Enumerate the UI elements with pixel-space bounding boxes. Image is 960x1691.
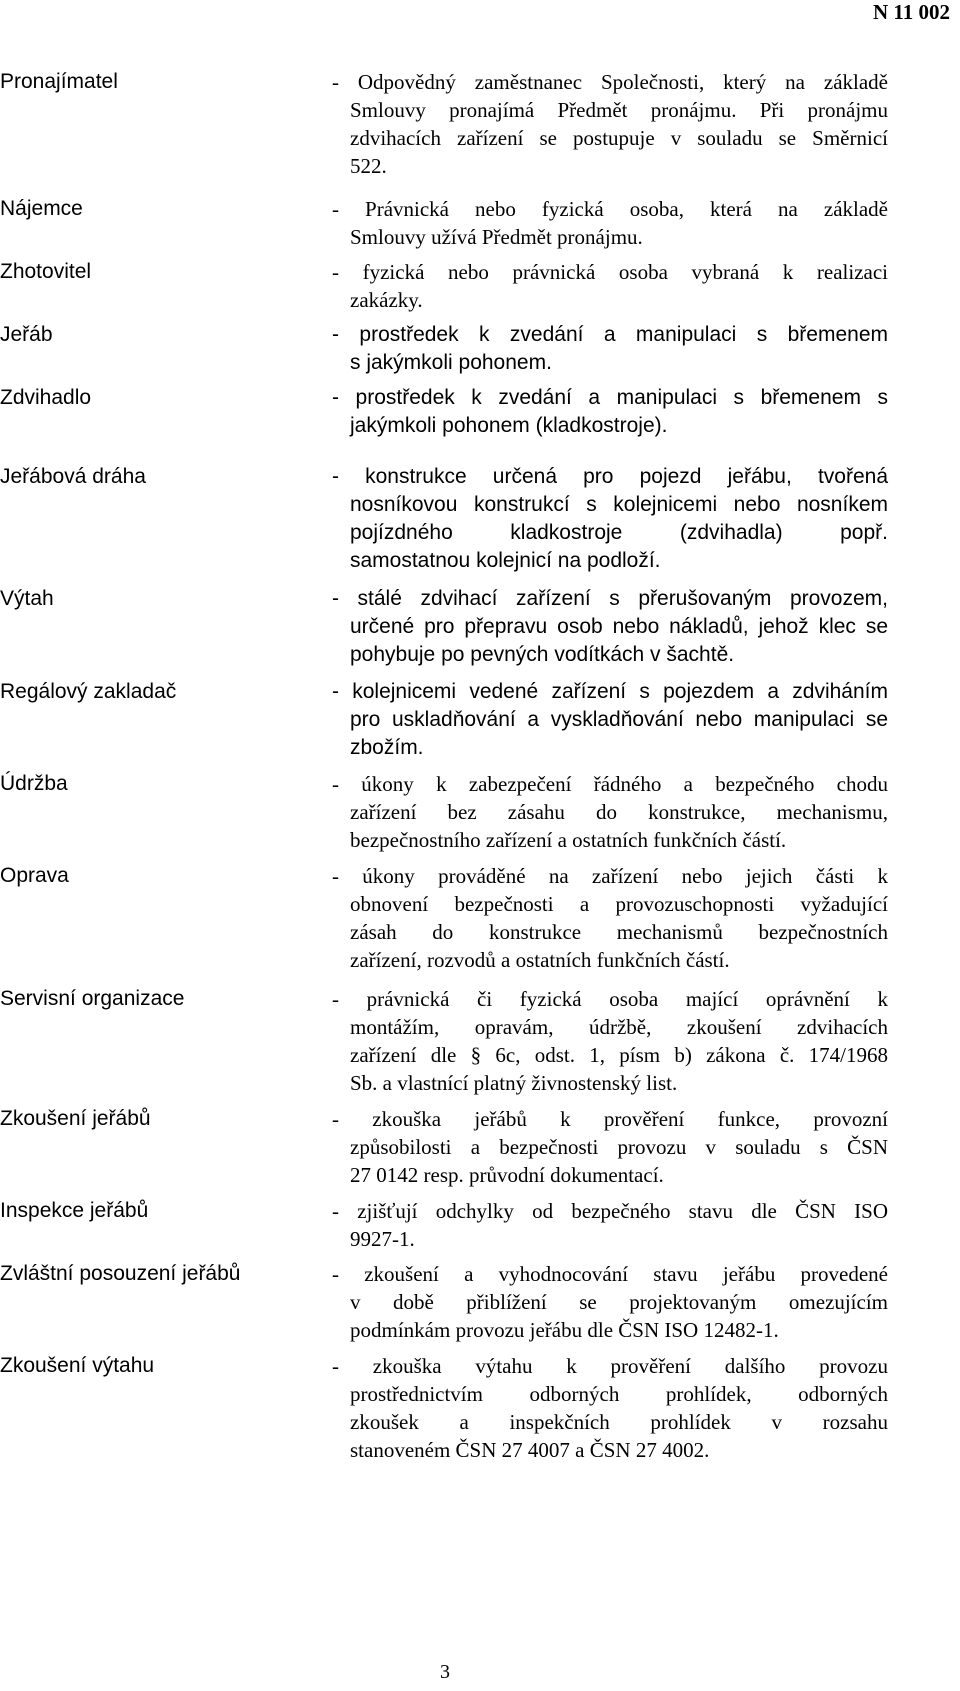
definition-text-line: Sb. a vlastnící platný živnostenský list. [350,1071,678,1095]
definition-text-line: - zkouška výtahu k prověření dalšího provozu [332,1354,888,1378]
definition-text [332,862,888,974]
definition-term: Jeřábová dráha [0,465,146,488]
definition-text [332,1260,888,1344]
definition-term: Servisní organizace [0,987,185,1010]
definition-text-line: zkoušek a inspekčních prohlídek v rozsahu [350,1410,888,1434]
definition-text-line: 9927-1. [350,1227,415,1251]
definition-text [332,1352,888,1464]
definition-text [332,678,888,762]
definition-text-line: - fyzická nebo právnická osoba vybraná k realizaci [332,260,888,284]
definition-text-line: - úkony k zabezpečení řádného a bezpečného chodu [332,772,888,796]
definition-text-line: stanoveném ČSN 27 4007 a ČSN 27 4002. [350,1438,710,1462]
definition-text-line: zdvihacích zařízení se postupuje v souladu se Směrnicí [350,126,888,150]
definition-text-line: zařízení dle § 6c, odst. 1, písm b) zákona č. 174/1968 [350,1043,888,1067]
definition-text-line: - Právnická nebo fyzická osoba, která na základě [332,197,888,221]
definition-term: Zvláštní posouzení jeřábů [0,1262,241,1285]
definition-term: Zkoušení výtahu [0,1354,155,1377]
definition-text-line: určené pro přepravu osob nebo nákladů, jehož klec se [350,615,888,638]
definition-text-line: - úkony prováděné na zařízení nebo jejich části k [332,864,888,888]
definition-text-line: - konstrukce určená pro pojezd jeřábu, tvořená [332,465,888,488]
definition-term: Výtah [0,587,54,610]
definition-text-line: - právnická či fyzická osoba mající oprávnění k [332,987,888,1011]
definition-term: Zkoušení jeřábů [0,1107,151,1130]
definition-text-line: pro uskladňování a vyskladňování nebo manipulaci se [350,708,888,731]
definition-text-line: - prostředek k zvedání a manipulaci s břemenem [332,323,888,346]
definition-term: Oprava [0,864,69,887]
definition-text-line: Smlouvy pronajímá Předmět pronájmu. Při pronájmu [350,98,888,122]
definition-text [332,195,888,251]
definition-text-line: s jakýmkoli pohonem. [350,351,552,374]
definition-term: Zdvihadlo [0,386,92,409]
definition-text-line: - Odpovědný zaměstnanec Společnosti, který na základě [332,70,888,94]
definition-text-line: - prostředek k zvedání a manipulaci s břemenem s [332,386,888,409]
definition-text-line: prostřednictvím odborných prohlídek, odborných [350,1382,888,1406]
definition-text-line: zakázky. [350,288,423,312]
definition-text-line: samostatnou kolejnicí na podloží. [350,549,661,572]
definition-term: Jeřáb [0,323,53,346]
definition-text [332,1197,888,1253]
definition-text [332,321,888,377]
definition-term: Nájemce [0,197,83,220]
definition-text-line: zařízení bez zásahu do konstrukce, mechanismu, [350,800,888,824]
definition-text [332,68,888,180]
definition-text-line: - zkoušení a vyhodnocování stavu jeřábu provedené [332,1262,888,1286]
definition-text [332,1105,888,1189]
definition-text-line: 522. [350,154,387,178]
definition-text-line: zásah do konstrukce mechanismů bezpečnostních [350,920,888,944]
definition-text-line: 27 0142 resp. průvodní dokumentací. [350,1163,664,1187]
definition-text-line: jakýmkoli pohonem (kladkostroje). [350,414,668,437]
definition-text-line: nosníkovou konstrukcí s kolejnicemi nebo nosníkem [350,493,888,516]
definition-term: Inspekce jeřábů [0,1199,149,1222]
definition-text-line: bezpečnostního zařízení a ostatních funkčních částí. [350,828,787,852]
definition-text-line: obnovení bezpečnosti a provozuschopnosti vyžadující [350,892,888,916]
definition-text-line: pojízdného kladkostroje (zdvihadla) popř. [350,521,888,544]
definition-text-line: pohybuje po pevných vodítkách v šachtě. [350,643,735,666]
definition-text [332,384,888,440]
definition-text-line: zbožím. [350,736,424,759]
document-code: N 11 002 [872,0,950,24]
definition-text [332,463,888,575]
definition-text-line: v době přiblížení se projektovaným omezujícím [350,1290,888,1314]
definition-text-line: - stálé zdvihací zařízení s přerušovaným provozem, [332,587,888,610]
definition-text-line: způsobilosti a bezpečnosti provozu v souladu s ČSN [350,1135,888,1159]
definition-term: Zhotovitel [0,260,92,283]
definition-text-line: - zkouška jeřábů k prověření funkce, provozní [332,1107,888,1131]
page-number: 3 [440,1661,450,1683]
definition-term: Pronajímatel [0,70,118,93]
definition-term: Údržba [0,772,68,795]
definition-text-line: Smlouvy užívá Předmět pronájmu. [350,225,643,249]
definition-text-line: montážím, opravám, údržbě, zkoušení zdvihacích [350,1015,888,1039]
definition-text-line: podmínkám provozu jeřábu dle ČSN ISO 12482-1. [350,1318,779,1342]
definition-text-line: - zjišťují odchylky od bezpečného stavu dle ČSN ISO [332,1199,888,1223]
definition-text-line: zařízení, rozvodů a ostatních funkčních částí. [350,948,730,972]
definition-text-line: - kolejnicemi vedené zařízení s pojezdem a zdviháním [332,680,888,703]
definition-term: Regálový zakladač [0,680,177,703]
definition-text [332,985,888,1097]
definition-text [332,770,888,854]
definition-text [332,258,888,314]
definition-text [332,585,888,669]
